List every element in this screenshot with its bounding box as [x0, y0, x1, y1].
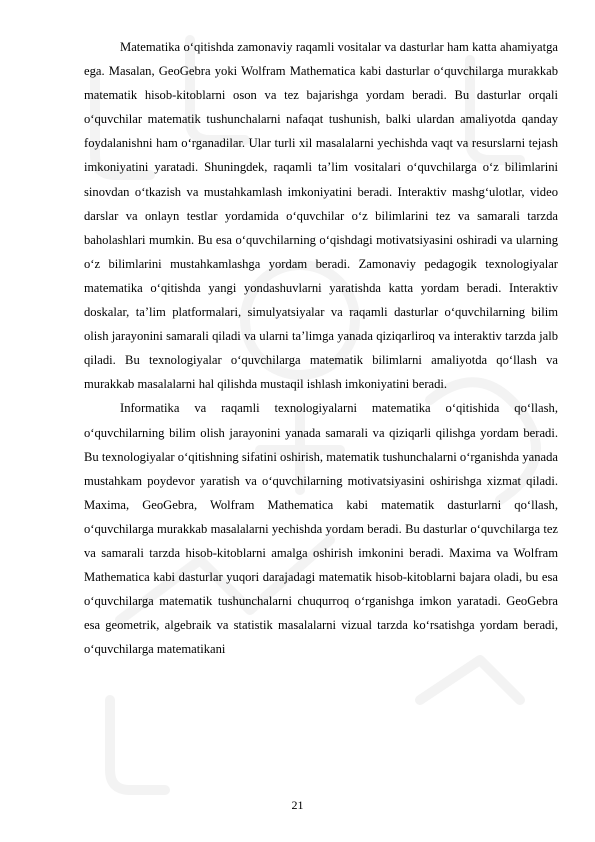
body-text [84, 35, 558, 661]
paragraph: Informatika va raqamli texnologiyalarni matematika o‘qitishida qo‘llash, o‘quvchilarning bilim olish jarayonini yanada samarali va qiziqarli qilishga yordam beradi. Bu texnologiyalar o‘qitishning sifatini oshirish, matematik tushunchalarni o‘rganishda yanada mustahkam poydevor yaratish va o‘quvchilarning motivatsiyasini oshirishga xizmat qiladi. Maxima, GeoGebra, Wolfram Mathematica kabi matematik dasturlarni qo‘llash, o‘quvchilarga murakkab masalalarni yechishda yordam beradi. Bu dasturlar o‘quvchilarga tez va samarali tarzda hisob-kitoblarni amalga oshirish imkonini beradi. Maxima va Wolfram Mathematica kabi dasturlar yuqori darajadagi matematik hisob-kitoblarni bajara oladi, bu esa o‘quvchilarga matematik tushunchalarni chuqurroq o‘rganishga imkon yaratadi. GeoGebra esa geometrik, algebraik va statistik masalalarni vizual tarzda ko‘rsatishga yordam beradi, o‘quvchilarga matematikani [84, 401, 558, 657]
page-number: 21 [291, 798, 304, 812]
paragraph: Matematika o‘qitishda zamonaviy raqamli vositalar va dasturlar ham katta ahamiyatga ega. Masalan, GeoGebra yoki Wolfram Mathematica kabi dasturlar o‘quvchilarga murakkab matematik hisob-kitoblarni oson va tez bajarishga yordam beradi. Bu dasturlar orqali o‘quvchilar matematik tushunchalarni nafaqat tushunish, balki ulardan amaliyotda qanday foydalanishni ham o‘rganadilar. Ular turli xil masalalarni yechishda vaqt va resurslarni tejash imkoniyatini yaratadi. Shuningdek, raqamli ta’lim vositalari o‘quvchilarga o‘z bilimlarini sinovdan o‘tkazish va mustahkamlash imkoniyatini beradi. Interaktiv mashg‘ulotlar, video darslar va onlayn testlar yordamida o‘quvchilar o‘z bilimlarini tez va samarali tarzda baholashlari mumkin. Bu esa o‘quvchilarning o‘qishdagi motivatsiyasini oshiradi va ularning o‘z bilimlarini mustahkamlashga yordam beradi. Zamonaviy pedagogik texnologiyalar matematika o‘qitishda yangi yondashuvlarni yaratishda katta yordam beradi. Interaktiv doskalar, ta’lim platformalari, simulyatsiyalar va raqamli dasturlar o‘quvchilarning bilim olish jarayonini samarali qiladi va ularni ta’limga yanada qiziqarliroq va interaktiv tarzda jalb qiladi. Bu texnologiyalar o‘quvchilarga matematik bilimlarni amaliyotda qo‘llash va murakkab masalalarni hal qilishda mustaqil ishlash imkoniyatini beradi. [84, 40, 558, 392]
